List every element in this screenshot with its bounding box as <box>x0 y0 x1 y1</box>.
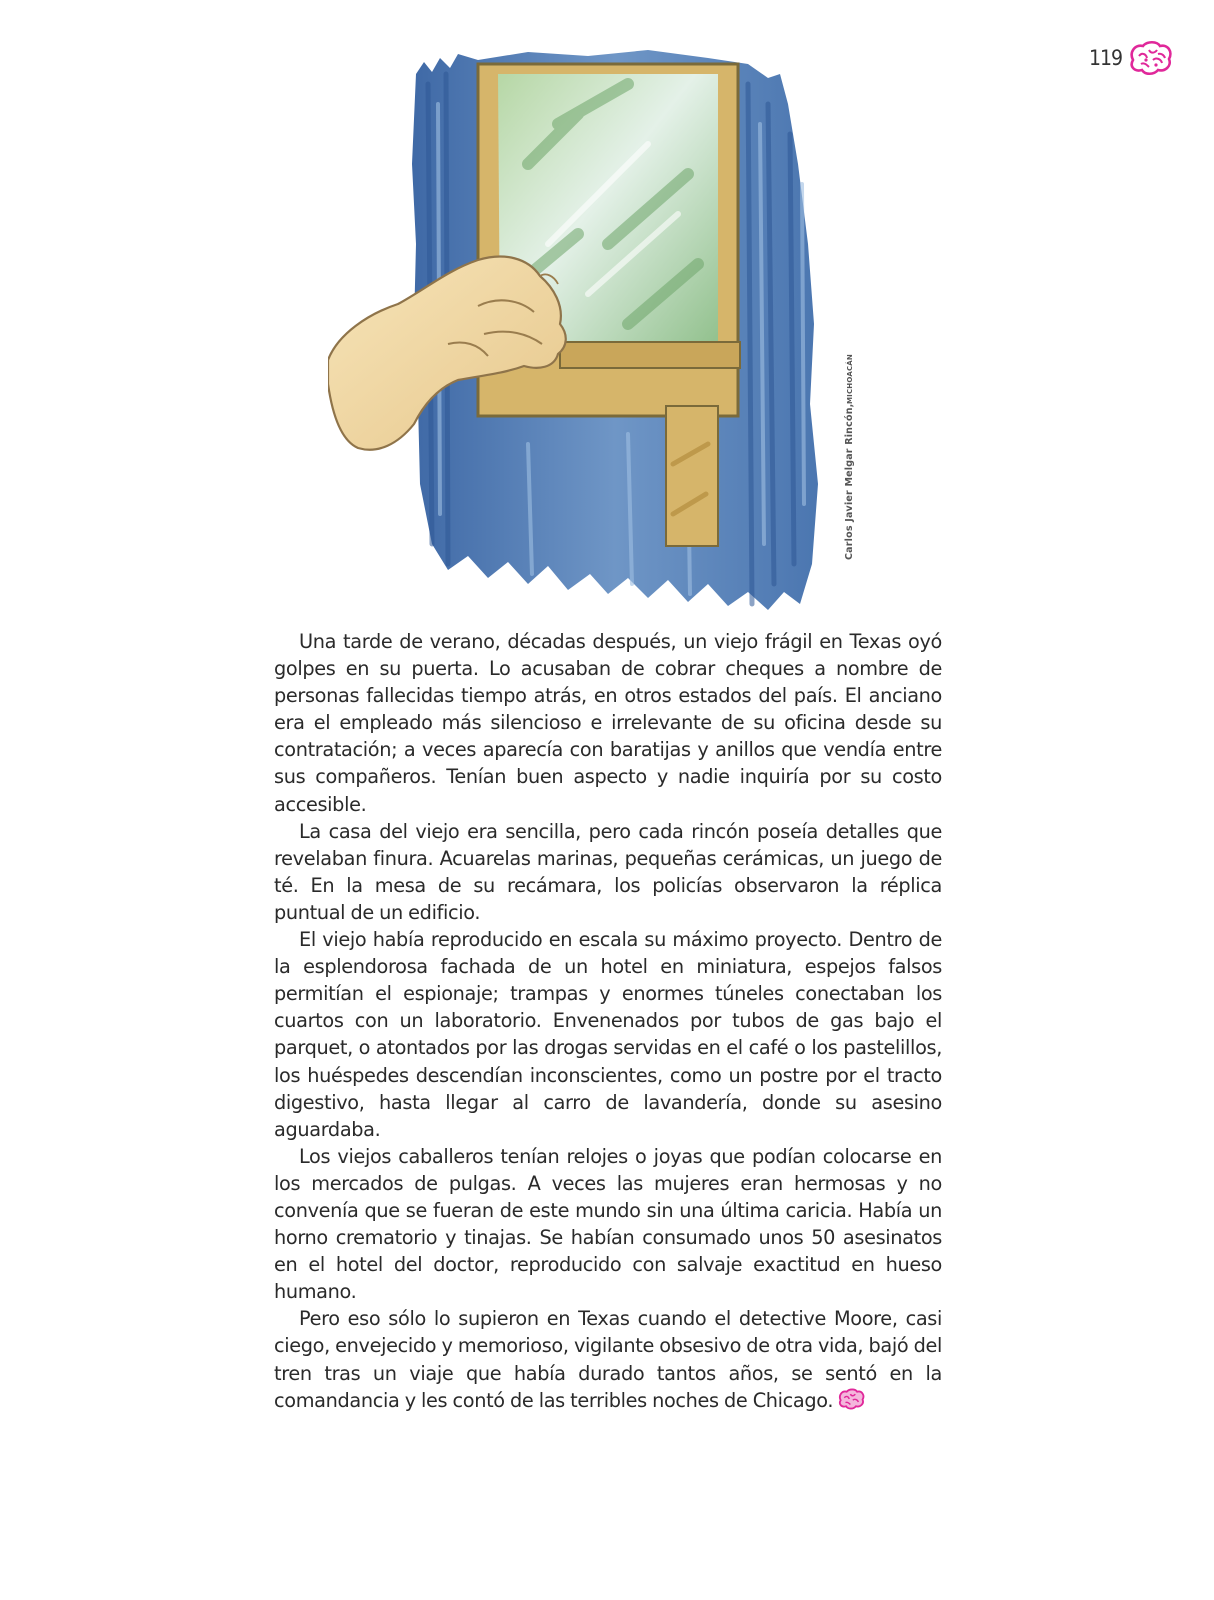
story-paragraph-2: La casa del viejo era sencilla, pero cada rincón poseía detalles que revelaban finura. Acuarelas marinas, pequeñas cerámicas, un juego de té. En la mesa de su recámara, los policías observaron la réplica puntual de un edificio. <box>274 819 942 924</box>
illustration-credit <box>844 340 862 560</box>
story-paragraph-3: El viejo había reproducido en escala su máximo proyecto. Dentro de la esplendorosa fachada de un hotel en miniatura, espejos falsos permitían el espionaje; trampas y enormes túneles conectaban los cuartos con un laboratorio. Envenenados por tubos de gas bajo el parquet, o atontados por las drogas servidas en el café o los pastelillos, los huéspedes descendían inconscientes, como un postre por el tracto digestivo, hasta llegar al carro de lavandería, donde su asesino aguardaba. <box>274 928 942 1141</box>
pink-brain-logo-icon <box>1127 40 1173 76</box>
credit-name: Carlos Javier Melgar Rincón, <box>844 403 855 560</box>
page-number: 119 <box>1089 46 1123 70</box>
pink-brain-end-mark-icon <box>837 1388 865 1410</box>
story-paragraph-4: Los viejos caballeros tenían relojes o joyas que podían colocarse en los mercados de pulgas. A veces las mujeres eran hermosas y no convenía que se fueran de este mundo sin una última caricia. Había un horno crematorio y tinajas. Se habían consumado unos 50 asesinatos en el hotel del doctor, reproducido con salvaje exactitud en hueso humano. <box>274 1144 942 1304</box>
story-text <box>274 628 942 1414</box>
hand-opening-window-illustration <box>328 44 848 616</box>
story-paragraph-5-text: Pero eso sólo lo supieron en Texas cuando el detective Moore, casi ciego, envejecido y memorioso, vigilante obsesivo de otra vida, bajó del tren tras un viaje que había durado tantos años, se sentó en la comandancia y les contó de las terribles noches de Chicago. <box>274 1307 942 1412</box>
story-paragraph-5 <box>274 1305 942 1413</box>
story-paragraph-1: Una tarde de verano, décadas después, un viejo frágil en Texas oyó golpes en su puerta. Lo acusaban de cobrar cheques a nombre de personas fallecidas tiempo atrás, en otros estados del país. El anciano era el empleado más silencioso e irrelevante de su oficina desde su contratación; a veces aparecía con baratijas y anillos que vendía entre sus compañeros. Tenían buen aspecto y nadie inquiría por su costo accesible. <box>274 630 942 816</box>
credit-place: MICHOACÁN <box>846 353 854 404</box>
